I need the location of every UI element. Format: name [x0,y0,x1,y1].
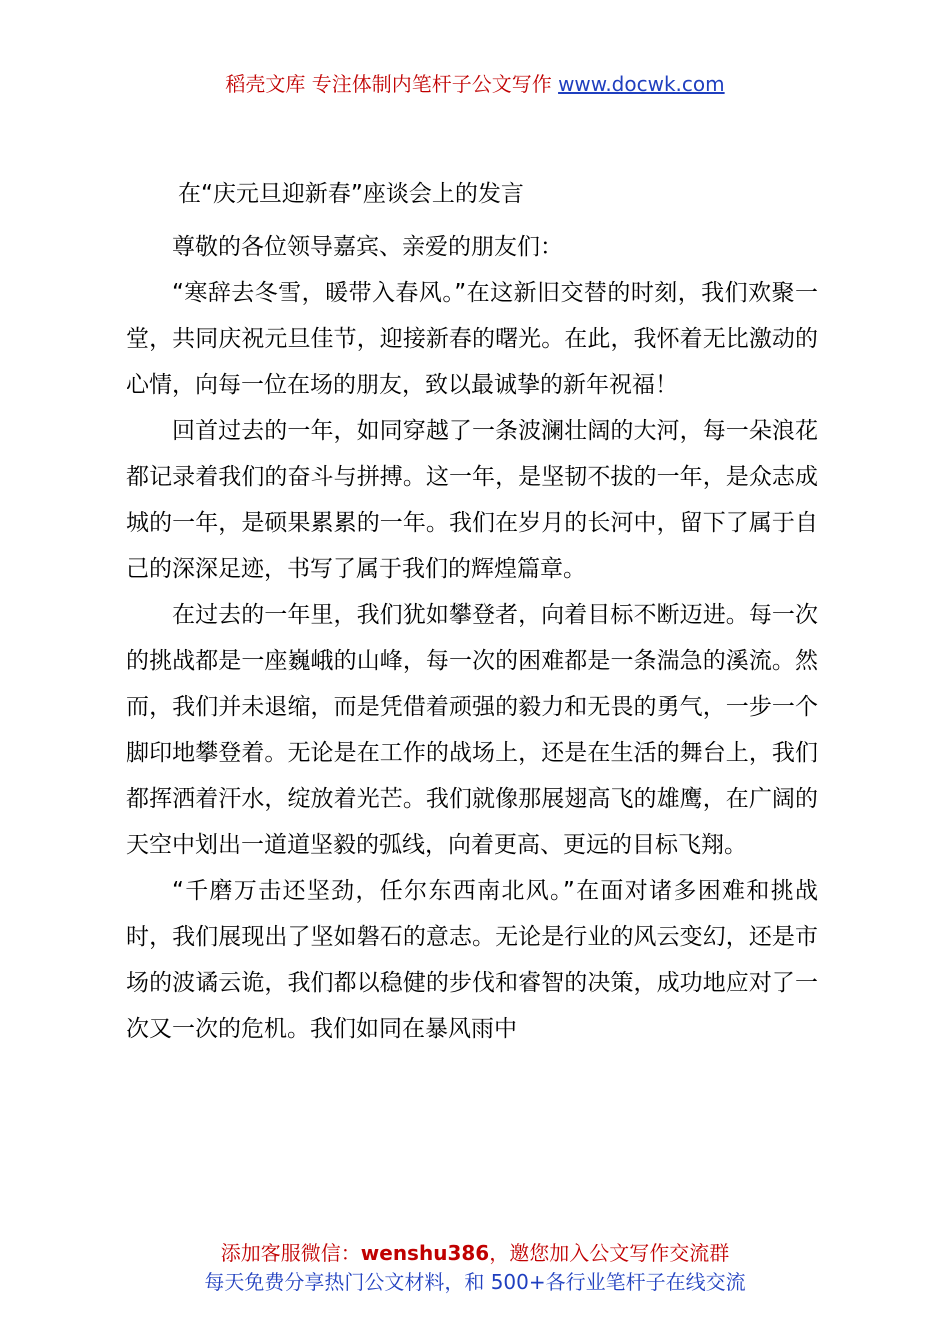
footer-line-contact [0,1239,950,1268]
site-url-link[interactable]: www.docwk.com [558,72,725,96]
footer-line-share: 每天免费分享热门公文材料，和 500+各行业笔杆子在线交流 [204,1270,746,1294]
paragraph: “千磨万击还坚劲，任尔东西南北风。”在面对诸多困难和挑战时，我们展现出了坚如磐石的意志。无论是行业的风云变幻，还是市场的波谲云诡，我们都以稳健的步伐和睿智的决策，成功地应对了一次又一次的危机。我们如同在暴风雨中 [126,878,818,1042]
site-header [0,70,950,98]
wechat-id: wenshu386 [360,1241,490,1265]
contact-suffix: ，邀您加入公文写作交流群 [489,1241,730,1265]
paragraph: 回首过去的一年，如同穿越了一条波澜壮阔的大河，每一朵浪花都记录着我们的奋斗与拼搏。这一年，是坚韧不拔的一年，是众志成城的一年，是硕果累累的一年。我们在岁月的长河中，留下了属于自己的深深足迹，书写了属于我们的辉煌篇章。 [126,418,818,582]
paragraph: “寒辞去冬雪，暖带入春风。”在这新旧交替的时刻，我们欢聚一堂，共同庆祝元旦佳节，迎接新春的曙光。在此，我怀着无比激动的心情，向每一位在场的朋友，致以最诚挚的新年祝福！ [126,280,818,398]
contact-prefix: 添加客服微信： [220,1241,361,1265]
salutation: 尊敬的各位领导嘉宾、亲爱的朋友们： [172,234,563,260]
site-slogan: 稻壳文库 专注体制内笔杆子公文写作 [225,72,559,96]
document-body [126,224,818,1052]
paragraph: 在过去的一年里，我们犹如攀登者，向着目标不断迈进。每一次的挑战都是一座巍峨的山峰，每一次的困难都是一条湍急的溪流。然而，我们并未退缩，而是凭借着顽强的毅力和无畏的勇气，一步一个脚印地攀登着。无论是在工作的战场上，还是在生活的舞台上，我们都挥洒着汗水，绽放着光芒。我们就像那展翅高飞的雄鹰，在广阔的天空中划出一道道坚毅的弧线，向着更高、更远的目标飞翔。 [126,602,818,858]
document-title: 在“庆元旦迎新春”座谈会上的发言 [178,181,524,207]
promo-footer [0,1239,950,1297]
